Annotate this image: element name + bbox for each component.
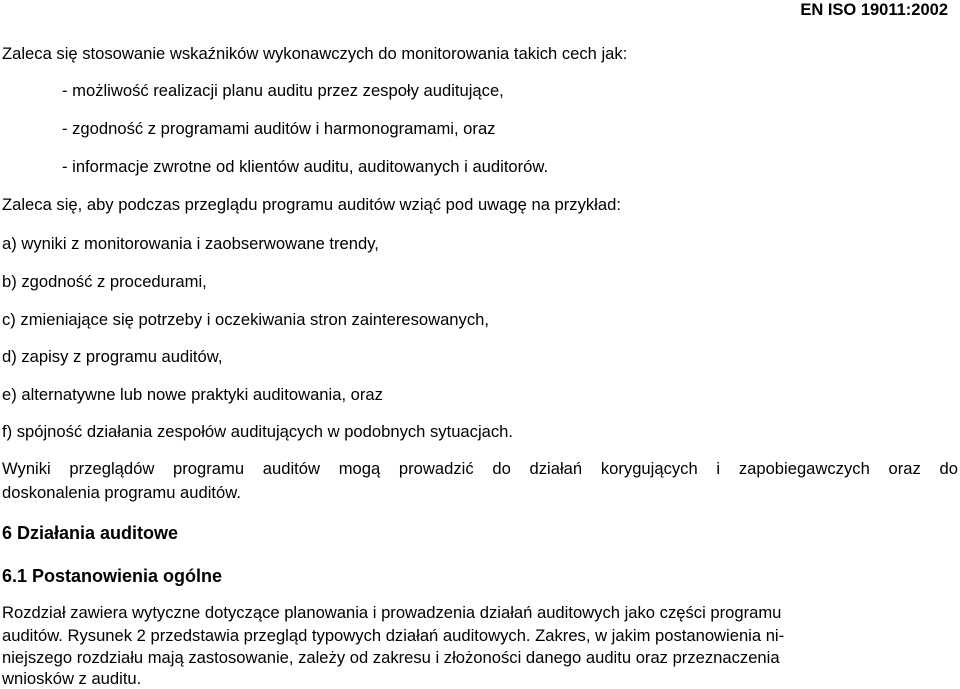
intro-paragraph: Zaleca się stosowanie wskaźników wykonawczych do monitorowania takich cech jak: bbox=[2, 44, 628, 63]
subsection-heading: 6.1 Postanowienia ogólne bbox=[2, 566, 223, 586]
chapter-paragraph-line: niejszego rozdziału mają zastosowanie, zależy od zakresu i złożoności danego auditu oraz przeznaczenia bbox=[2, 648, 780, 667]
section-heading: 6 Działania auditowe bbox=[2, 523, 179, 543]
bullet-item: - możliwość realizacji planu auditu przez zespoły auditujące, bbox=[62, 81, 504, 100]
bullet-item: - zgodność z programami auditów i harmonogramami, oraz bbox=[62, 119, 496, 138]
chapter-paragraph-line: wniosków z auditu. bbox=[2, 669, 142, 688]
chapter-paragraph-line: auditów. Rysunek 2 przedstawia przegląd typowych działań auditowych. Zakres, w jakim postanowienia ni- bbox=[2, 626, 785, 645]
review-list-item: d) zapisy z programu auditów, bbox=[2, 347, 223, 366]
review-list-item: a) wyniki z monitorowania i zaobserwowane trendy, bbox=[2, 234, 379, 253]
review-list-item: b) zgodność z procedurami, bbox=[2, 272, 207, 291]
results-paragraph-line: Wyniki przeglądów programu auditów mogą prowadzić do działań korygujących i zapobiegawczych oraz do bbox=[2, 459, 958, 478]
results-paragraph-line: doskonalenia programu auditów. bbox=[2, 483, 241, 502]
review-list-item: c) zmieniające się potrzeby i oczekiwania stron zainteresowanych, bbox=[2, 310, 489, 329]
chapter-paragraph-line: Rozdział zawiera wytyczne dotyczące planowania i prowadzenia działań auditowych jako części programu bbox=[2, 603, 782, 622]
standard-header: EN ISO 19011:2002 bbox=[800, 1, 948, 19]
bullet-item: - informacje zwrotne od klientów auditu, auditowanych i auditorów. bbox=[62, 157, 549, 176]
review-intro-paragraph: Zaleca się, aby podczas przeglądu programu auditów wziąć pod uwagę na przykład: bbox=[2, 195, 621, 214]
review-list-item: f) spójność działania zespołów auditujących w podobnych sytuacjach. bbox=[2, 422, 514, 441]
review-list-item: e) alternatywne lub nowe praktyki auditowania, oraz bbox=[2, 385, 383, 404]
